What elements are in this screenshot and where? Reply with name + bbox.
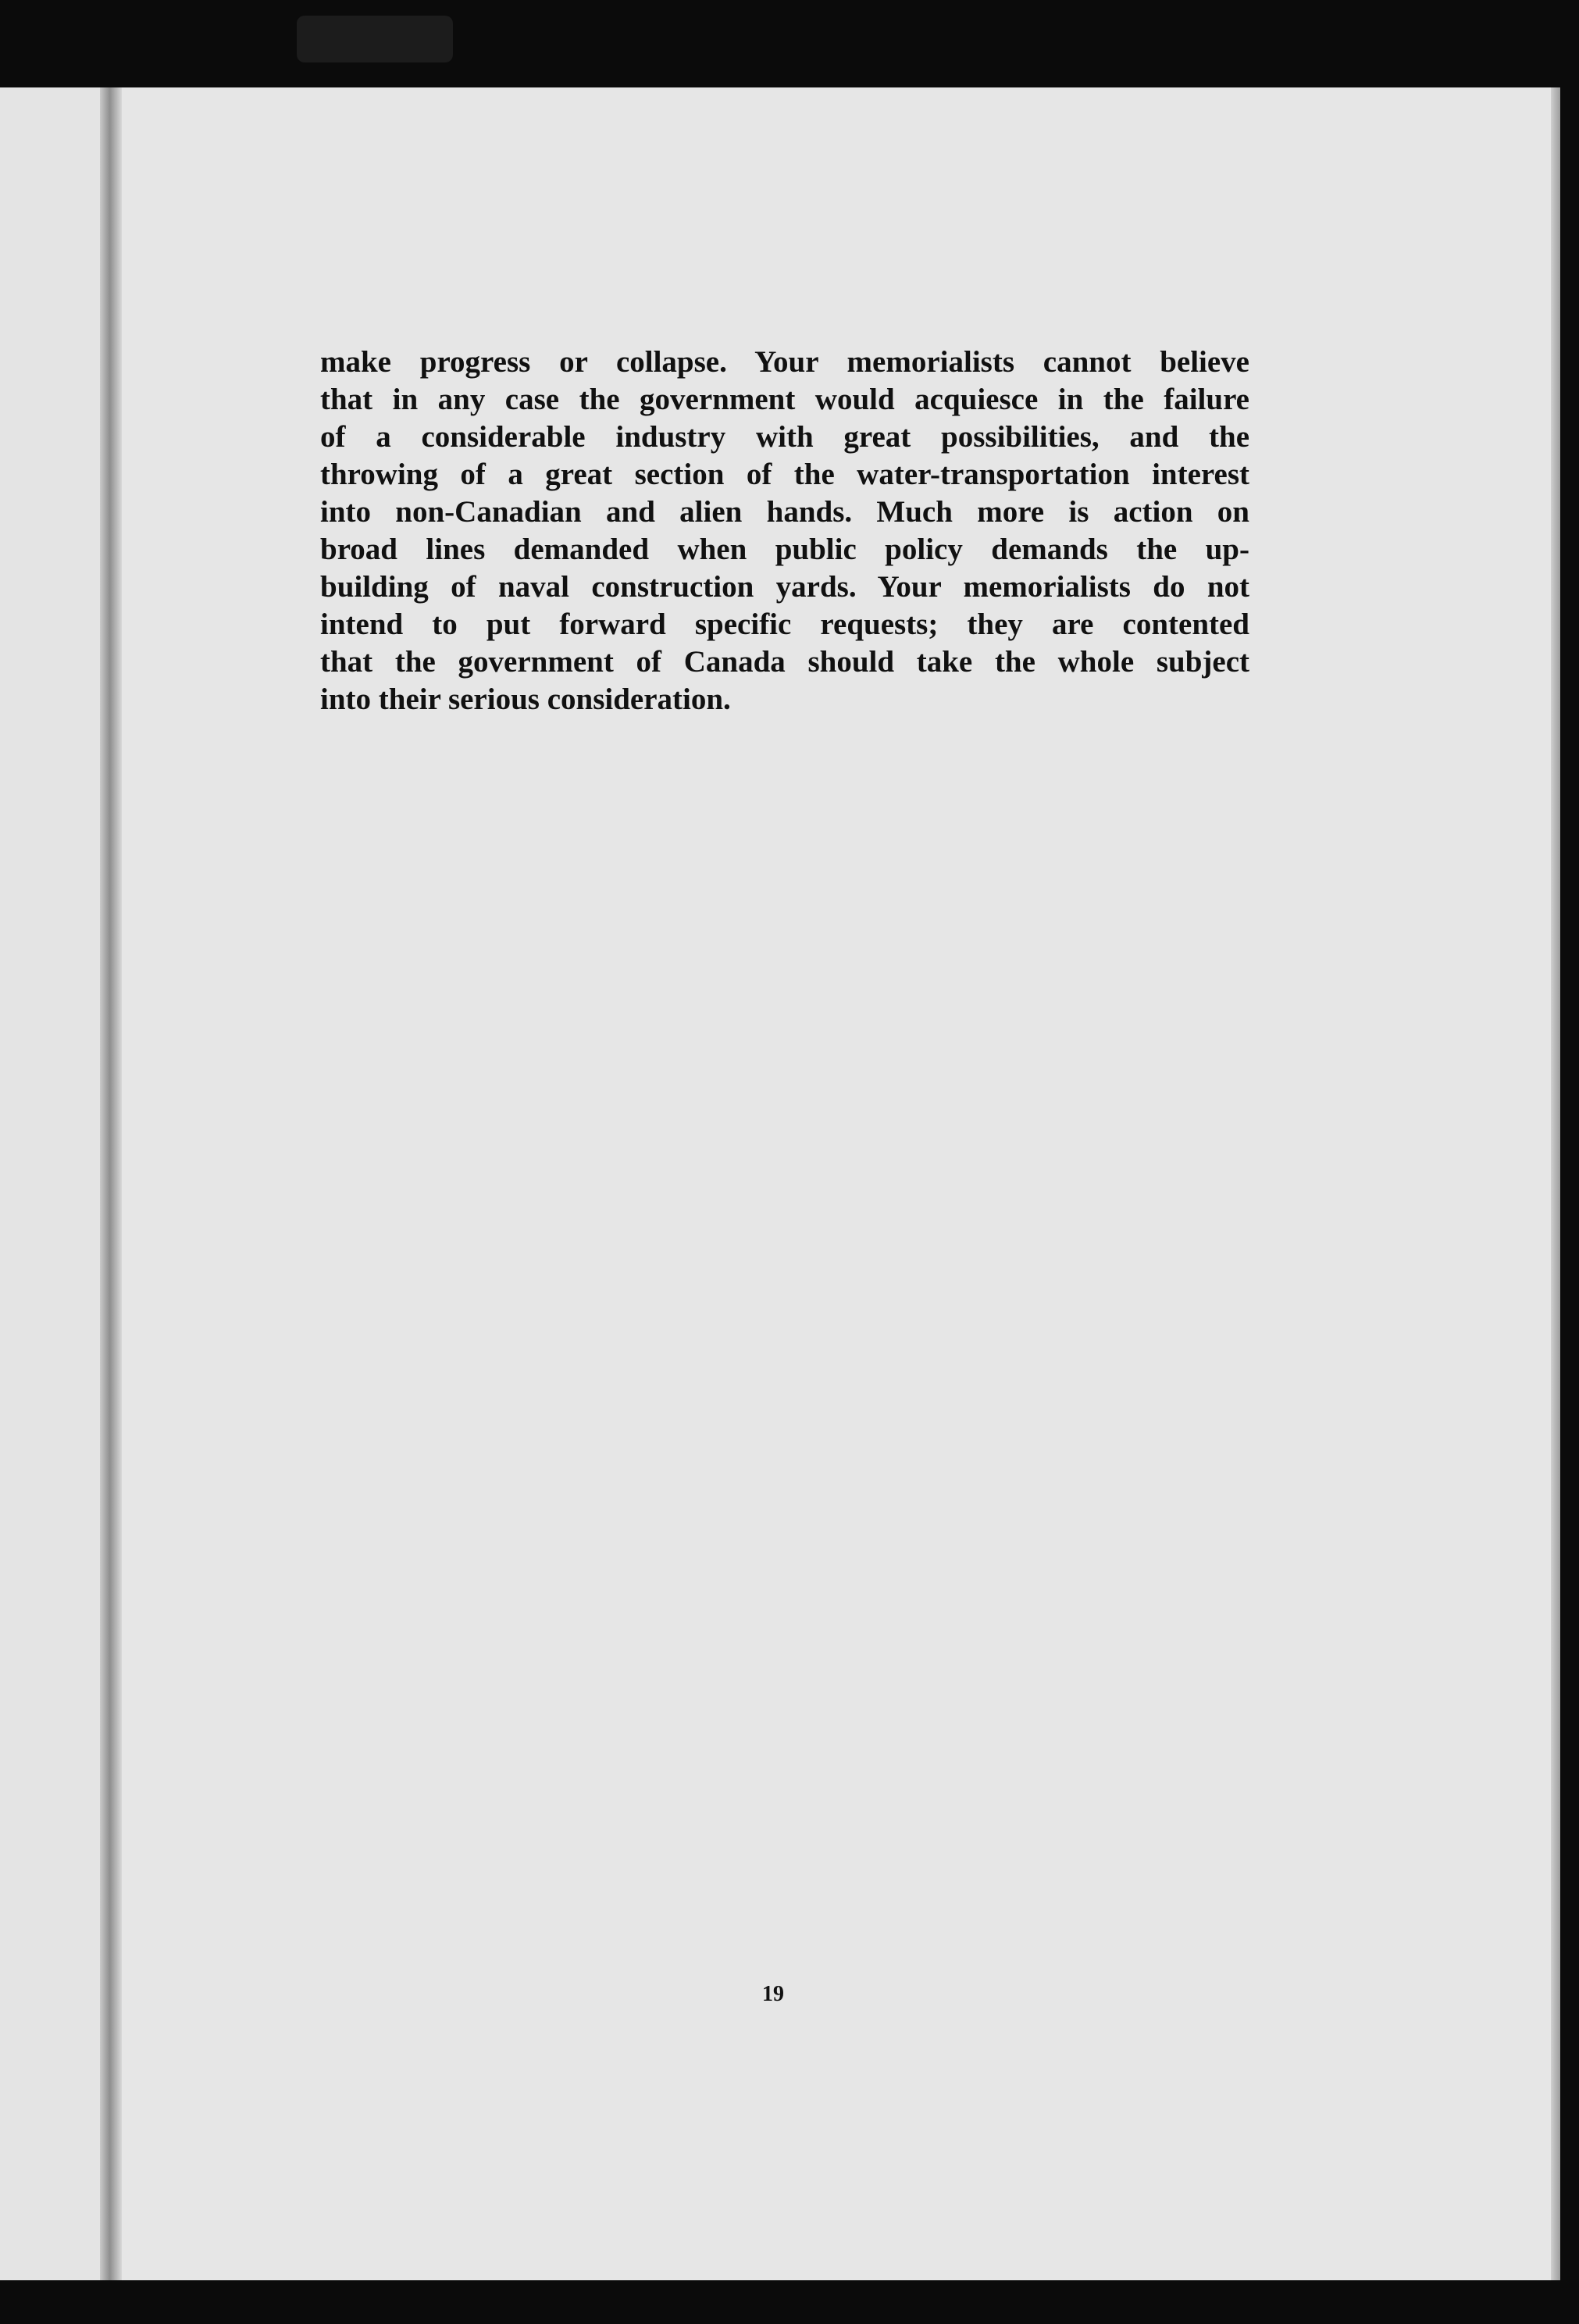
left-page-edge	[0, 87, 109, 2280]
body-paragraph	[320, 344, 1249, 718]
text-line: into their serious consideration.	[320, 683, 731, 716]
text-line: intend to put forward specific requests; they are contented	[320, 608, 1249, 641]
text-line: building of naval construction yards. Your memorialists do not	[320, 570, 1249, 604]
text-line: make progress or collapse. Your memorialists cannot believe	[320, 345, 1249, 379]
text-line: broad lines demanded when public policy demands the up-	[320, 533, 1249, 566]
book-gutter	[100, 87, 122, 2280]
page-right-edge	[1551, 87, 1560, 2280]
text-line: of a considerable industry with great possibilities, and the	[320, 420, 1249, 454]
scan-border-smudge	[297, 16, 453, 62]
page-number: 19	[762, 1982, 784, 2006]
text-line: into non-Canadian and alien hands. Much more is action on	[320, 495, 1249, 529]
text-line: throwing of a great section of the water-transportation interest	[320, 458, 1249, 491]
text-line: that in any case the government would acquiesce in the failure	[320, 383, 1249, 416]
text-line: that the government of Canada should take the whole subject	[320, 645, 1249, 679]
